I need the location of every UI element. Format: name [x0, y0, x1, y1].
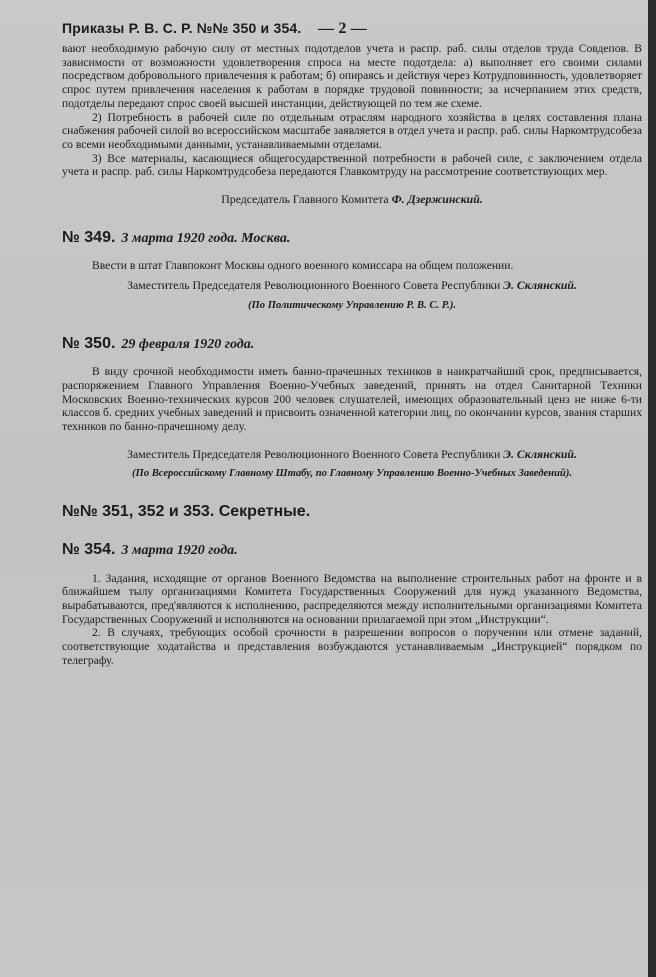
order-349-heading — [62, 228, 642, 246]
signature-title: Председатель Главного Комитета — [221, 192, 389, 207]
continuation-paragraph-3: 3) Все материалы, касающиеся общегосударственной потребности в рабочей силе, с заключением отдела учета и распр. раб. силы Наркомтрудсобеза передаются Главкомтруду на рассмотрение соответствующих мер. — [62, 151, 642, 179]
order-date: 3 марта 1920 года. — [121, 542, 238, 558]
page-header — [62, 20, 642, 42]
signature-title: Заместитель Председателя Революционного Военного Совета Республики — [127, 446, 501, 461]
order-354-paragraph-2: 2. В случаях, требующих особой срочности в разрешении вопросов о поручении или отмене заданий, соответствующие ходатайства и представления возбуждаются устанавливаемым „Инструкцией“ порядком по телеграфу. — [62, 626, 642, 667]
order-number: № 354. — [62, 540, 116, 558]
continuation-paragraph-1: вают необходимую рабочую силу от местных подотделов учета и распр. раб. силы отделов труда Совдепов. В зависимости от возможности удовлетворения спроса на месте подотдела: а) выполняет его своими силами посредством добровольного привлечения к работам; б) опираясь и действуя через Котрудповинность, удовлетворяет спрос путем привлечения населения к работам в порядке трудовой повинности; за исчерпанием этих средств, подотделы передают спрос своей высшей инстанции, действующей по тем же схеме. — [62, 42, 642, 110]
signature-dzerzhinsky — [62, 193, 642, 207]
page-number: — 2 — — [318, 20, 367, 37]
order-354-heading — [62, 540, 642, 558]
order-350-note: (По Всероссийскому Главному Штабу, по Главному Управлению Военно-Учебных Заведений). — [131, 468, 572, 480]
signature-name: Э. Склянский. — [503, 446, 577, 461]
continuation-paragraph-2: 2) Потребность в рабочей силе по отдельным отраслям народного хозяйства в целях составления плана снабжения рабочей силой во всероссийском масштабе заявляется в отдел учета и распр. раб. силы Наркомтрудсобеза со всеми необходимыми данными, устанавливаемыми отделами. — [62, 110, 642, 151]
order-349-text: Ввести в штат Главпоконт Москвы одного военного комиссара на общем положении. — [92, 259, 514, 273]
order-number: № 349. — [62, 228, 116, 246]
order-number: № 350. — [62, 334, 116, 352]
orders-351-353-heading: №№ 351, 352 и 353. Секретные. — [62, 503, 311, 521]
order-349-note: (По Политическому Управлению Р. В. С. Р.). — [248, 299, 456, 311]
order-354-paragraph-1: 1. Задания, исходящие от органов Военного Ведомства на выполнение строительных работ на фронте и в ближайшем тылу организациями Комитета Государственных Сооружений для нужд указанного Ведомства, вырабатываются, пред'являются к исполнению, распределяются между исполнительными организациями Комитета Государственных Сооружений и исполняются на основании прилагаемой при этом „Инструкции“. — [62, 571, 642, 626]
order-350-text: В виду срочной необходимости иметь банно-прачешных техников в наикратчайший срок, предписывается, распоряжением Главного Управления Военно-Учебных заведений, принять на отдел Санитарной Техники Московских Военно-технических курсов 200 человек слушателей, имеющих образовательный ценз не ниже 6-ти классов б. средних учебных заведений и присвоить означенной категории лиц, по окончании курсов, звания старших техников по банно-прачешному делу. — [62, 365, 642, 434]
signature-name: Ф. Дзержинский. — [391, 192, 483, 207]
scan-edge — [648, 0, 656, 977]
signature-name: Э. Склянский. — [503, 278, 577, 293]
order-date: 3 марта 1920 года. Москва. — [121, 230, 291, 246]
running-title: Приказы Р. В. С. Р. №№ 350 и 354. — [62, 20, 302, 36]
signature-title: Заместитель Председателя Революционного Военного Совета Республики — [127, 278, 501, 293]
order-349-signature — [62, 279, 642, 293]
order-350-signature — [62, 448, 642, 462]
order-date: 29 февраля 1920 года. — [121, 336, 255, 352]
order-350-heading — [62, 334, 642, 352]
